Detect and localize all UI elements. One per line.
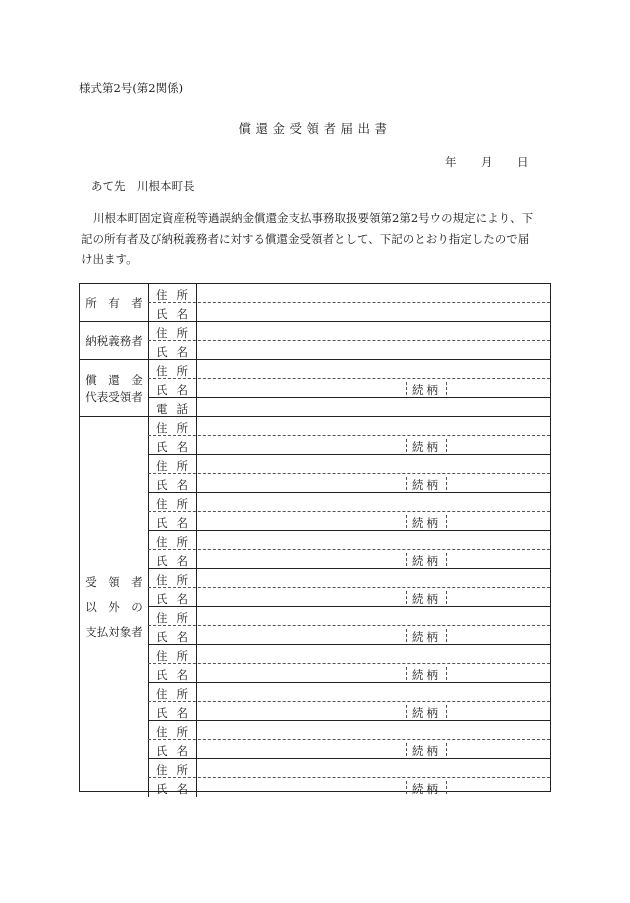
relationship-divider: [446, 743, 447, 756]
name-label: 氏名: [156, 706, 197, 720]
relationship-label: 続柄: [412, 592, 441, 606]
row-divider: [148, 701, 550, 702]
row-divider: [148, 720, 550, 721]
document-title: 償還金受領者届出書: [238, 121, 392, 136]
row-divider: [148, 739, 550, 740]
relationship-divider: [406, 629, 407, 642]
name-label: 氏名: [156, 440, 197, 454]
address-label: 住所: [156, 687, 197, 701]
relationship-label: 続柄: [412, 668, 441, 682]
relationship-divider: [446, 705, 447, 718]
form-number: 様式第2号(第2関係): [79, 81, 184, 95]
addressee: あて先 川根本町長: [91, 179, 195, 193]
relationship-divider: [406, 382, 407, 395]
section-label: [80, 295, 148, 312]
address-label: 住所: [156, 288, 197, 302]
relationship-divider: [446, 553, 447, 566]
section-divider: [148, 417, 149, 797]
relationship-divider: [446, 591, 447, 604]
section-border: [80, 359, 550, 360]
relationship-label: 続柄: [412, 744, 441, 758]
section-label: [80, 372, 148, 406]
relationship-divider: [446, 667, 447, 680]
relationship-label: 続柄: [412, 383, 441, 397]
section-label-line: 代表受領者: [85, 389, 143, 404]
relationship-divider: [406, 705, 407, 718]
row-divider: [148, 606, 550, 607]
name-label: 氏名: [156, 345, 197, 359]
section-label: [80, 333, 148, 350]
month-label: 月: [481, 155, 493, 169]
section-label: [80, 570, 148, 645]
row-divider: [148, 587, 550, 588]
relationship-divider: [446, 515, 447, 528]
row-divider: [148, 549, 550, 550]
address-label: 住所: [156, 725, 197, 739]
relationship-divider: [406, 591, 407, 604]
address-label: 住所: [156, 364, 197, 378]
section-label-line: 納税義務者: [85, 333, 143, 348]
address-label: 住所: [156, 459, 197, 473]
address-label: 住所: [156, 649, 197, 663]
relationship-divider: [406, 743, 407, 756]
name-label: 氏名: [156, 307, 197, 321]
relationship-label: 続柄: [412, 782, 441, 796]
date-line: [445, 154, 529, 170]
relationship-label: 続柄: [412, 440, 441, 454]
relationship-divider: [406, 439, 407, 452]
row-divider: [148, 454, 550, 455]
name-label: 氏名: [156, 592, 197, 606]
row-divider: [148, 777, 550, 778]
section-divider: [148, 284, 149, 322]
row-divider: [148, 473, 550, 474]
name-label: 氏名: [156, 744, 197, 758]
body-line: け出ます。: [81, 252, 138, 266]
relationship-label: 続柄: [412, 630, 441, 644]
row-divider: [148, 302, 550, 303]
address-label: 住所: [156, 573, 197, 587]
address-label: 住所: [156, 497, 197, 511]
relationship-divider: [446, 629, 447, 642]
relationship-divider: [406, 477, 407, 490]
row-divider: [148, 492, 550, 493]
year-label: 年: [445, 155, 457, 169]
relationship-divider: [406, 553, 407, 566]
address-label: 住所: [156, 763, 197, 777]
relationship-divider: [406, 667, 407, 680]
row-divider: [148, 644, 550, 645]
relationship-divider: [406, 781, 407, 794]
address-label: 住所: [156, 326, 197, 340]
name-label: 氏名: [156, 630, 197, 644]
relationship-divider: [446, 477, 447, 490]
name-label: 氏名: [156, 554, 197, 568]
row-divider: [148, 758, 550, 759]
row-divider: [148, 568, 550, 569]
relationship-label: 続柄: [412, 478, 441, 492]
relationship-divider: [446, 781, 447, 794]
row-divider: [148, 625, 550, 626]
section-label-line: 受 領 者: [85, 574, 143, 589]
row-divider: [148, 663, 550, 664]
relationship-label: 続柄: [412, 554, 441, 568]
section-border: [80, 416, 550, 417]
section-label-line: 償 還 金: [85, 372, 143, 387]
name-label: 氏名: [156, 478, 197, 492]
form-table: [79, 283, 551, 796]
row-divider: [148, 340, 550, 341]
label-divider: [196, 417, 197, 797]
section-label-line: 以 外 の: [85, 599, 143, 614]
row-divider: [148, 435, 550, 436]
relationship-label: 続柄: [412, 706, 441, 720]
address-label: 住所: [156, 421, 197, 435]
address-label: 住所: [156, 611, 197, 625]
relationship-divider: [406, 515, 407, 528]
relationship-label: 続柄: [412, 516, 441, 530]
body-line: 川根本町固定資産税等過誤納金償還金支払事務取扱要領第2第2号ウの規定により、下: [93, 211, 534, 225]
row-divider: [148, 511, 550, 512]
section-divider: [148, 322, 149, 360]
relationship-divider: [446, 382, 447, 395]
address-label: 住所: [156, 535, 197, 549]
row-divider: [148, 397, 550, 398]
relationship-divider: [446, 439, 447, 452]
day-label: 日: [517, 155, 529, 169]
name-label: 氏名: [156, 782, 197, 796]
body-paragraph: [81, 208, 553, 270]
name-label: 氏名: [156, 668, 197, 682]
row-divider: [148, 682, 550, 683]
phone-label: 電話: [156, 402, 197, 416]
section-divider: [148, 360, 149, 417]
section-label-line: 支払対象者: [85, 624, 143, 639]
name-label: 氏名: [156, 516, 197, 530]
body-line: 記の所有者及び納税義務者に対する償還金受領者として、下記のとおり指定したので届: [81, 231, 530, 246]
section-border: [80, 321, 550, 322]
row-divider: [148, 530, 550, 531]
name-label: 氏名: [156, 383, 197, 397]
section-label-line: 所 有 者: [85, 295, 143, 310]
row-divider: [148, 378, 550, 379]
